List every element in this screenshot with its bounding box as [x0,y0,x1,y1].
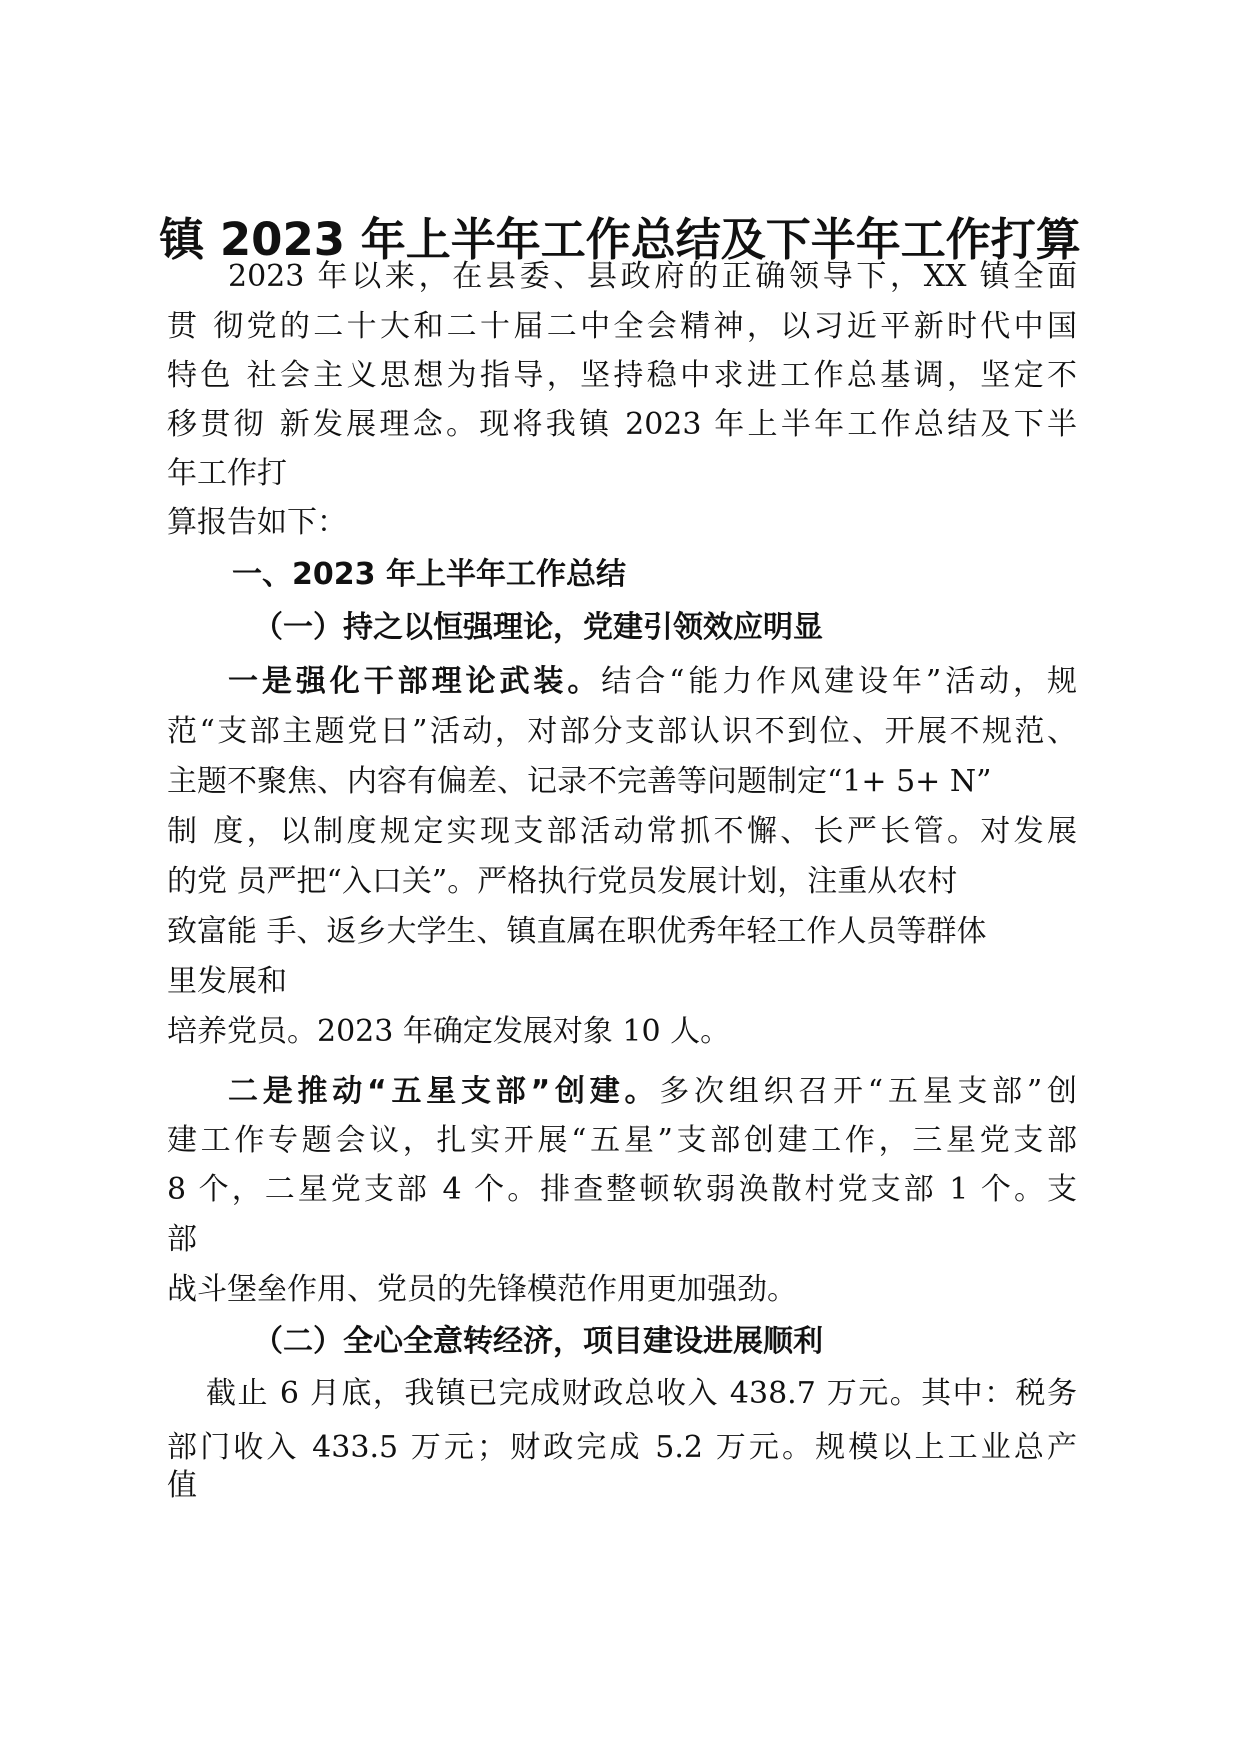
intro-line: 移贯彻 新发展理念。现将我镇 2023 年上半年工作总结及下半 [167,407,1077,442]
paragraph-first-line [228,1072,1077,1112]
paragraph-lead: 一是强化干部理论武装。 [228,664,602,699]
paragraph-line: 培养党员。2023 年确定发展对象 10 人。 [167,1014,731,1049]
paragraph-text: 多次组织召开“五星支部”创 [659,1074,1077,1109]
paragraph-line: 部门收入 433.5 万元；财政完成 5.2 万元。规模以上工业总产 [167,1430,1077,1465]
paragraph-line: 主题不聚焦、内容有偏差、记录不完善等问题制定“1+ 5+ N” [167,764,992,799]
paragraph-lead: 二是推动“五星支部”创建。 [228,1074,660,1109]
paragraph-line: 战斗堡垒作用、党员的先锋模范作用更加强劲。 [167,1272,797,1307]
intro-line: 特色 社会主义思想为指导，坚持稳中求进工作总基调，坚定不 [167,358,1077,393]
subsection-heading: （二）全心全意转经济，项目建设进展顺利 [253,1324,823,1359]
paragraph-first-line [228,662,1077,702]
paragraph-line: 的党 员严把“入口关”。严格执行党员发展计划，注重从农村 [167,864,958,899]
document-title: 镇 2023 年上半年工作总结及下半年工作打算 [159,213,1081,266]
section-heading: 一、2023 年上半年工作总结 [232,557,626,592]
paragraph-line: 值 [167,1468,197,1503]
paragraph-line: 范“支部主题党日”活动，对部分支部认识不到位、开展不规范、 [167,714,1077,749]
paragraph-line: 里发展和 [167,964,287,999]
paragraph-line: 致富能 手、返乡大学生、镇直属在职优秀年轻工作人员等群体 [167,914,987,949]
paragraph-line: 部 [167,1222,197,1257]
intro-line: 贯 彻党的二十大和二十届二中全会精神，以习近平新时代中国 [167,309,1077,344]
paragraph-line: 制 度，以制度规定实现支部活动常抓不懈、长严长管。对发展 [167,814,1077,849]
intro-line: 年工作打 [167,456,287,491]
paragraph-line: 建工作专题会议，扎实开展“五星”支部创建工作，三星党支部 [167,1123,1077,1158]
subsection-heading: （一）持之以恒强理论，党建引领效应明显 [253,610,823,645]
intro-line: 2023 年以来，在县委、县政府的正确领导下，XX 镇全面 [228,259,1077,294]
intro-line: 算报告如下： [167,505,347,540]
paragraph-text: 结合“能力作风建设年”活动，规 [601,664,1077,699]
paragraph-line: 8 个，二星党支部 4 个。排查整顿软弱涣散村党支部 1 个。支 [167,1172,1077,1207]
paragraph-line: 截止 6 月底，我镇已完成财政总收入 438.7 万元。其中：税务 [206,1376,1077,1411]
